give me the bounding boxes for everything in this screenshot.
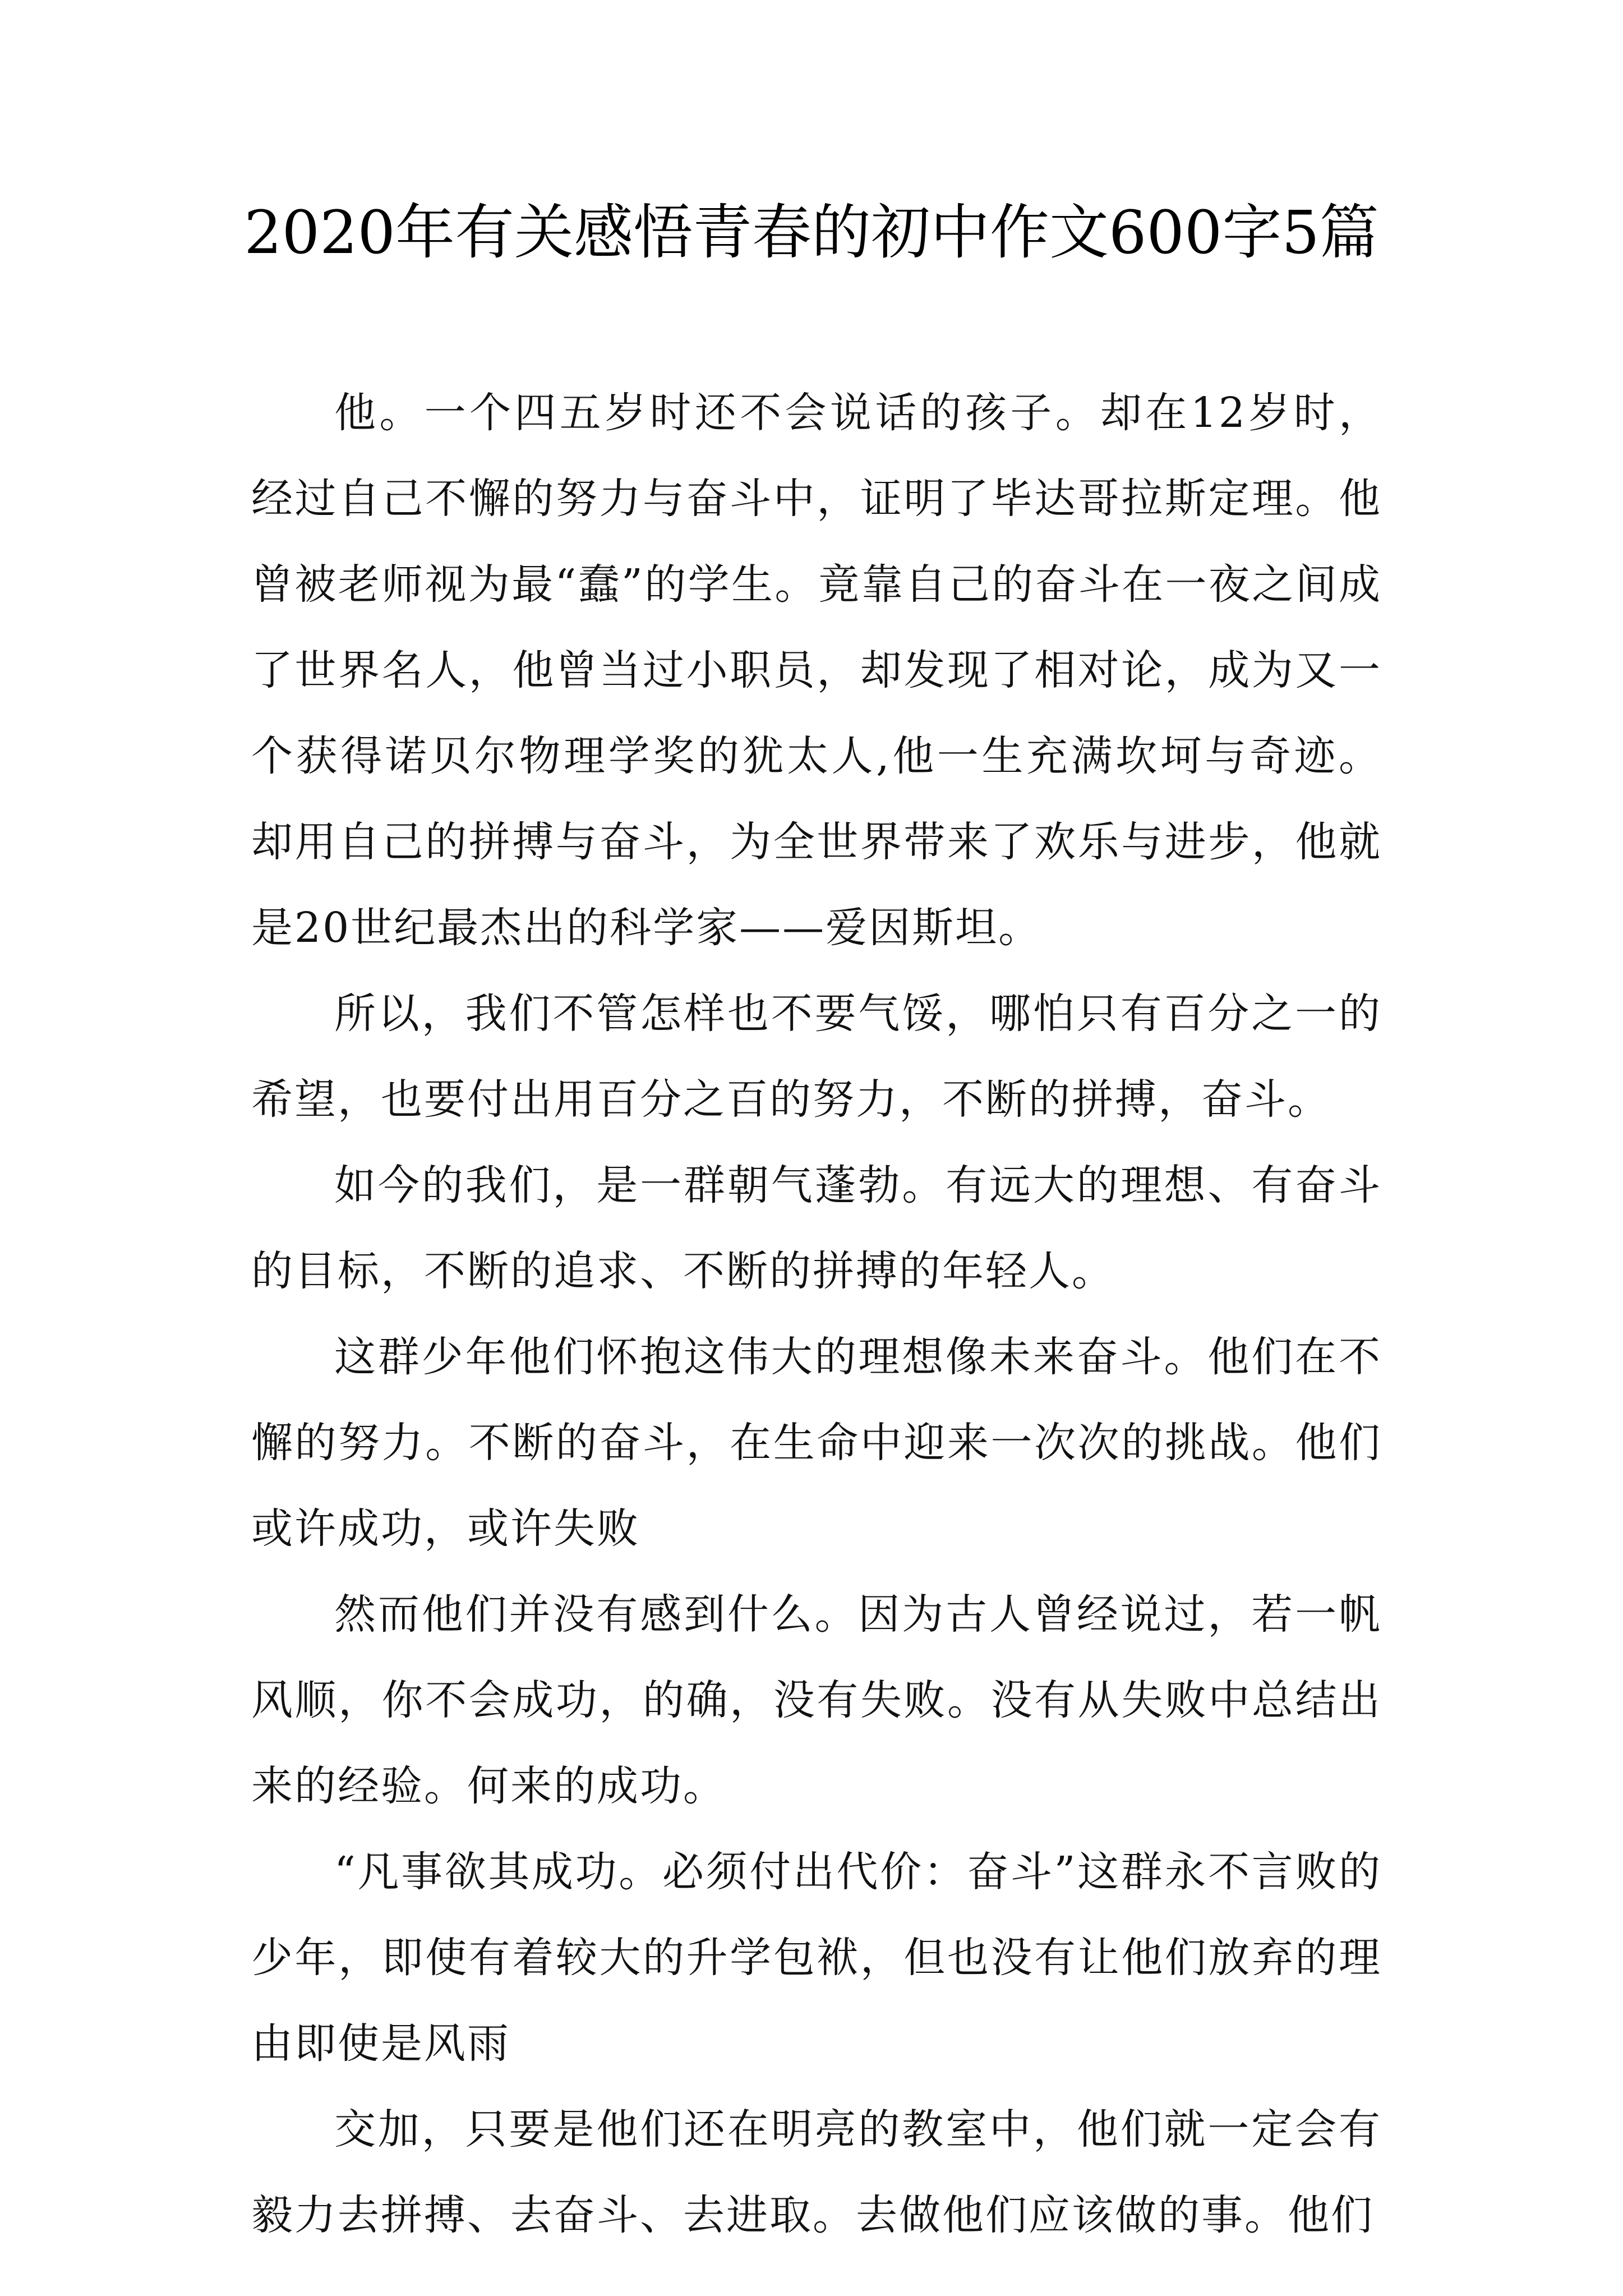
- paragraph: 交加，只要是他们还在明亮的教室中，他们就一定会有毅力去拼搏、去奋斗、去进取。去做他们应该做的事。他们: [251, 2105, 1382, 2239]
- paragraph: 如今的我们，是一群朝气蓬勃。有远大的理想、有奋斗的目标，不断的追求、不断的拼搏的年轻人。: [251, 1161, 1382, 1295]
- paragraph: 他。一个四五岁时还不会说话的孩子。却在12岁时，经过自己不懈的努力与奋斗中，证明了毕达哥拉斯定理。他曾被老师视为最“蠢”的学生。竟靠自己的奋斗在一夜之间成了世界名人，他曾当过小职员，却发现了相对论，成为又一个获得诺贝尔物理学奖的犹太人,他一生充满坎坷与奇迹。却用自己的拼搏与奋斗，为全世界带来了欢乐与进步，他就是20世纪最杰出的科学家——爱因斯坦。: [251, 389, 1382, 952]
- paragraph: “凡事欲其成功。必须付出代价：奋斗”这群永不言败的少年，即使有着较大的升学包袱，但也没有让他们放弃的理由即使是风雨: [251, 1848, 1382, 2068]
- paragraph: 然而他们并没有感到什么。因为古人曾经说过，若一帆风顺，你不会成功，的确，没有失败。没有从失败中总结出来的经验。何来的成功。: [251, 1590, 1382, 1810]
- paragraph: 所以，我们不管怎样也不要气馁，哪怕只有百分之一的希望，也要付出用百分之百的努力，不断的拼搏，奋斗。: [251, 990, 1382, 1124]
- document-body: [251, 370, 1382, 2258]
- document-title: 2020年有关感悟青春的初中作文600字5篇: [244, 198, 1379, 267]
- paragraph: 这群少年他们怀抱这伟大的理想像未来奋斗。他们在不懈的努力。不断的奋斗，在生命中迎来一次次的挑战。他们或许成功，或许失败: [251, 1333, 1382, 1553]
